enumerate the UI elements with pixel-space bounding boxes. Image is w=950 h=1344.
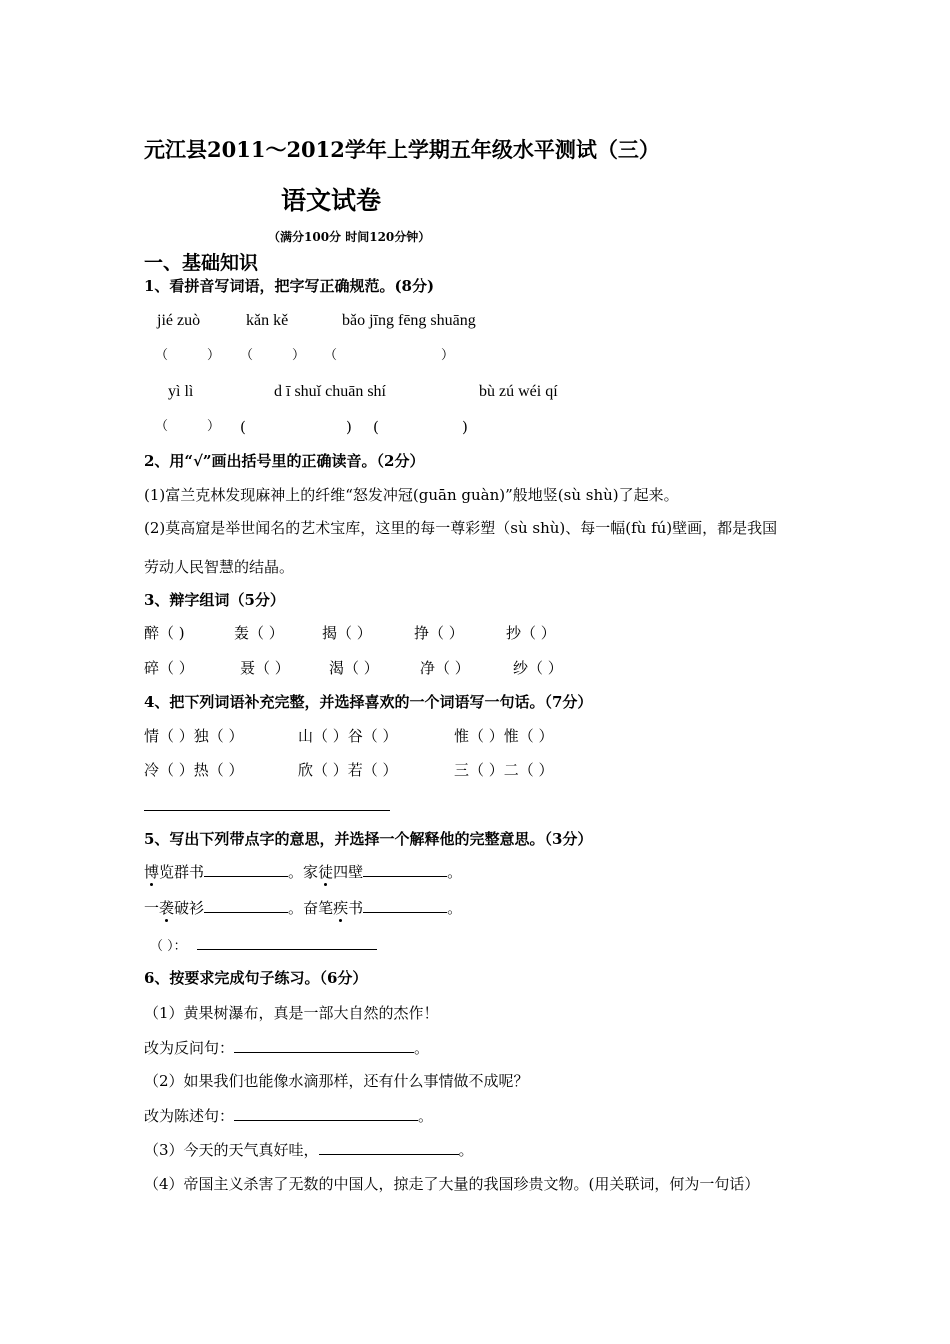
q5-word-text: 书: [348, 899, 364, 917]
q5-line-2: [144, 898, 462, 918]
q5-word-text: 一: [144, 899, 160, 917]
q1-pinyin-5: d ī shuǐ chuān shí: [274, 383, 386, 400]
q1-paren-close-1: ）: [207, 348, 221, 363]
q5-line-1: [144, 862, 462, 882]
q1-paren-open-1: （: [155, 348, 169, 363]
q6-period: 。: [458, 1141, 474, 1159]
q3-word-1: 醉（ ): [144, 624, 185, 642]
section-heading: 一、基础知识: [144, 252, 259, 274]
q5-blank-1[interactable]: [204, 862, 288, 877]
q6-label: 改为陈述句：: [144, 1107, 235, 1125]
exam-title: 元江县2011～2012学年上学期五年级水平测试（三）: [144, 137, 660, 162]
q6-text: （3）今天的天气真好哇，: [144, 1141, 319, 1159]
q3-word-6: 碎（ ）: [144, 659, 194, 677]
q4-idiom-4: 冷（ ）热（ ）: [144, 761, 244, 779]
exam-subtitle: 语文试卷: [281, 186, 382, 215]
q2-heading: 2、用“√”画出括号里的正确读音。（2分）: [144, 452, 425, 470]
dotted-char: 徒: [318, 863, 334, 881]
q5-period: 。: [288, 899, 304, 917]
q5-heading: 5、写出下列带点字的意思，并选择一个解释他的完整意思。（3分）: [144, 830, 593, 848]
q6-sentence-2: （2）如果我们也能像水滴那样，还有什么事情做不成呢？: [144, 1072, 529, 1090]
q1-pinyin-3: bǎo jīng fēng shuāng: [342, 312, 476, 329]
q1-paren-close-6: ): [462, 418, 468, 436]
q1-paren-close-4: ）: [207, 419, 221, 434]
q3-word-2: 轰（ ）: [234, 624, 284, 642]
exam-meta: （满分100分 时间120分钟）: [268, 230, 431, 244]
q5-word-text: 览群书: [159, 863, 205, 881]
q5-period: 。: [447, 899, 463, 917]
q3-word-7: 聂（ ）: [240, 659, 290, 677]
q6-blank-1[interactable]: [234, 1038, 414, 1053]
q6-sentence-4: （4）帝国主义杀害了无数的中国人，掠走了大量的我国珍贵文物。(用关联词，何为一句话）: [144, 1175, 760, 1193]
dotted-char: 袭: [159, 899, 175, 917]
q3-word-5: 抄（ ）: [506, 624, 556, 642]
q5-period: 。: [288, 863, 304, 881]
q5-word-text: 四壁: [333, 863, 364, 881]
q3-word-10: 纱（ ）: [513, 659, 563, 677]
q1-paren-open-6: (: [373, 418, 379, 436]
q1-paren-open-3: （: [324, 348, 338, 363]
q5-period: 。: [447, 863, 463, 881]
q5-word-text: 家: [303, 863, 319, 881]
q1-pinyin-1: jié zuò: [157, 312, 201, 329]
dotted-char: 疾: [333, 899, 349, 917]
q4-heading: 4、把下列词语补充完整，并选择喜欢的一个词语写一句话。（7分）: [144, 693, 593, 711]
q6-sentence-3: [144, 1140, 474, 1160]
q5-blank-4[interactable]: [363, 898, 447, 913]
q3-heading: 3、辩字组词（5分）: [144, 591, 285, 609]
q1-paren-open-5: (: [240, 418, 246, 436]
q4-idiom-3: 惟（ ）惟（ ）: [454, 727, 554, 745]
q2-item-2-cont: 劳动人民智慧的结晶。: [144, 558, 295, 576]
q1-pinyin-4: yì lì: [168, 383, 194, 400]
q3-word-9: 净（ ）: [420, 659, 470, 677]
q5-blank-3[interactable]: [204, 898, 288, 913]
q5-word-text: 奋笔: [303, 899, 334, 917]
q6-label: 改为反问句：: [144, 1039, 235, 1057]
q6-heading: 6、按要求完成句子练习。（6分）: [144, 969, 368, 987]
q5-blank-5[interactable]: [197, 935, 377, 950]
q5-word-text: 破衫: [174, 899, 205, 917]
q2-item-1: (1)富兰克林发现麻神上的纤维“怒发冲冠(guān guàn)”般地竖(sù shù)了起来。: [144, 486, 679, 504]
q4-idiom-6: 三（ ）二（ ）: [454, 761, 554, 779]
q5-paren-label: （ ）：: [150, 939, 187, 954]
q1-pinyin-6: bù zú wéi qí: [479, 383, 558, 400]
q6-answer-2: [144, 1106, 433, 1126]
q6-blank-2[interactable]: [234, 1106, 418, 1121]
q6-blank-3[interactable]: [319, 1140, 459, 1155]
q4-idiom-5: 欣（ ）若（ ）: [298, 761, 398, 779]
q2-item-2: (2)莫高窟是举世闻名的艺术宝库，这里的每一尊彩塑（sù shù)、每一幅(fù fú)壁画，都是我国: [144, 519, 778, 537]
q1-paren-open-2: （: [240, 348, 254, 363]
q1-paren-close-5: ): [346, 418, 352, 436]
q4-idiom-1: 情（ ）独（ ）: [144, 727, 244, 745]
q6-answer-1: [144, 1038, 429, 1058]
q1-heading: 1、看拼音写词语，把字写正确规范。(8分): [144, 277, 435, 295]
q5-line-3: [150, 935, 377, 957]
q6-period: 。: [418, 1107, 434, 1125]
dotted-char: 博: [144, 863, 160, 881]
q6-sentence-1: （1）黄果树瀑布，真是一部大自然的杰作！: [144, 1004, 439, 1022]
q1-paren-open-4: （: [155, 419, 169, 434]
q3-word-8: 渴（ ）: [329, 659, 379, 677]
q1-paren-close-3: ）: [441, 348, 455, 363]
q3-word-3: 揭（ ）: [322, 624, 372, 642]
q3-word-4: 挣（ ）: [414, 624, 464, 642]
q1-pinyin-2: kǎn kě: [246, 312, 289, 329]
q1-paren-close-2: ）: [292, 348, 306, 363]
q5-blank-2[interactable]: [363, 862, 447, 877]
q6-period: 。: [414, 1039, 430, 1057]
q4-idiom-2: 山（ ）谷（ ）: [298, 727, 398, 745]
q4-answer-line[interactable]: [144, 810, 390, 811]
